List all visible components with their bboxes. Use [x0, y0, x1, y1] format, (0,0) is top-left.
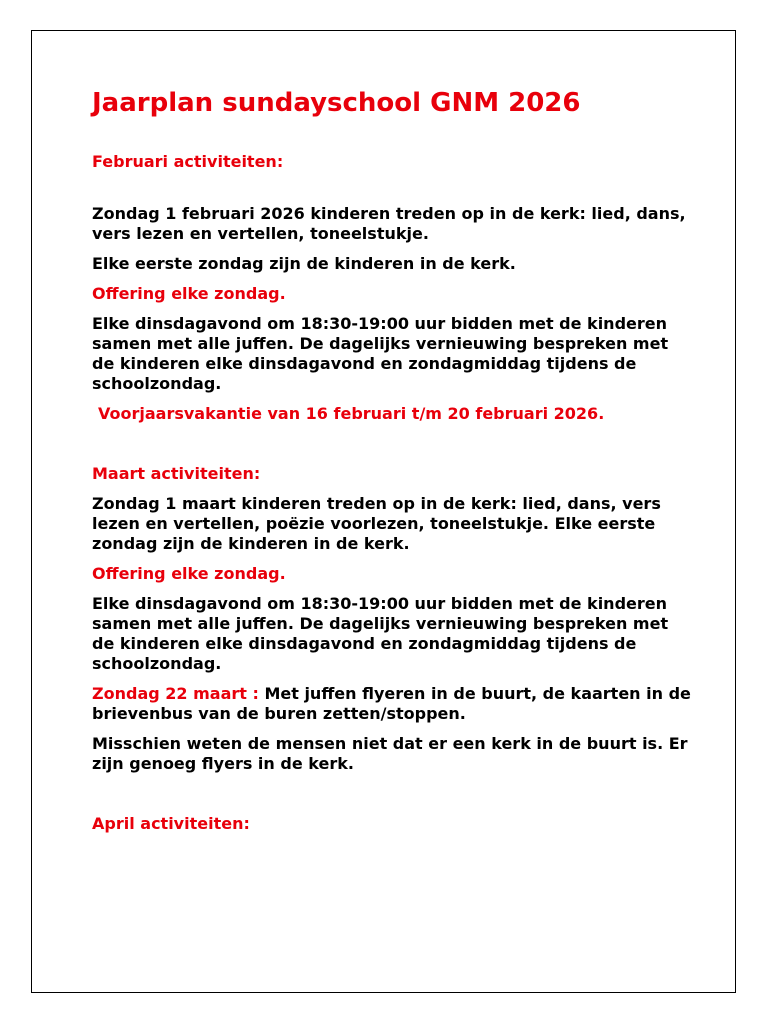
maart-paragraph-3 — [92, 684, 692, 724]
februari-paragraph-3: Elke dinsdagavond om 18:30-19:00 uur bidden met de kinderen samen met alle juffen. De dagelijks vernieuwing bespreken met de kinderen elke dinsdagavond en zondagmiddag tijdens de schoolzondag. — [92, 314, 669, 393]
heading-april: April activiteiten: — [92, 814, 250, 833]
heading-februari: Februari activiteiten: — [92, 152, 284, 171]
document-title: Jaarplan sundayschool GNM 2026 — [92, 88, 581, 118]
maart-paragraph-1: Zondag 1 maart kinderen treden op in de kerk: lied, dans, vers lezen en vertellen, poëzie voorlezen, toneelstukje. Elke eerste zondag zijn de kinderen in de kerk. — [92, 494, 661, 553]
document-content — [92, 86, 692, 834]
maart-paragraph-4: Misschien weten de mensen niet dat er een kerk in de buurt is. Er zijn genoeg flyers in de kerk. — [92, 734, 688, 773]
februari-offering: Offering elke zondag. — [92, 284, 286, 303]
maart-paragraph-2: Elke dinsdagavond om 18:30-19:00 uur bidden met de kinderen samen met alle juffen. De dagelijks vernieuwing bespreken met de kinderen elke dinsdagavond en zondagmiddag tijdens de schoolzondag. — [92, 594, 669, 673]
februari-paragraph-1: Zondag 1 februari 2026 kinderen treden op in de kerk: lied, dans, vers lezen en vertellen, toneelstukje. — [92, 204, 686, 243]
document-page — [31, 30, 736, 993]
februari-vakantie: Voorjaarsvakantie van 16 februari t/m 20 februari 2026. — [98, 404, 605, 423]
heading-maart: Maart activiteiten: — [92, 464, 261, 483]
februari-paragraph-2: Elke eerste zondag zijn de kinderen in de kerk. — [92, 254, 516, 273]
maart-date-label: Zondag 22 maart : — [92, 684, 259, 703]
maart-offering: Offering elke zondag. — [92, 564, 286, 583]
maart-flyer-text: Met juffen flyeren in de buurt, de kaarten in de brievenbus van de buren zetten/stoppen. — [92, 684, 691, 723]
